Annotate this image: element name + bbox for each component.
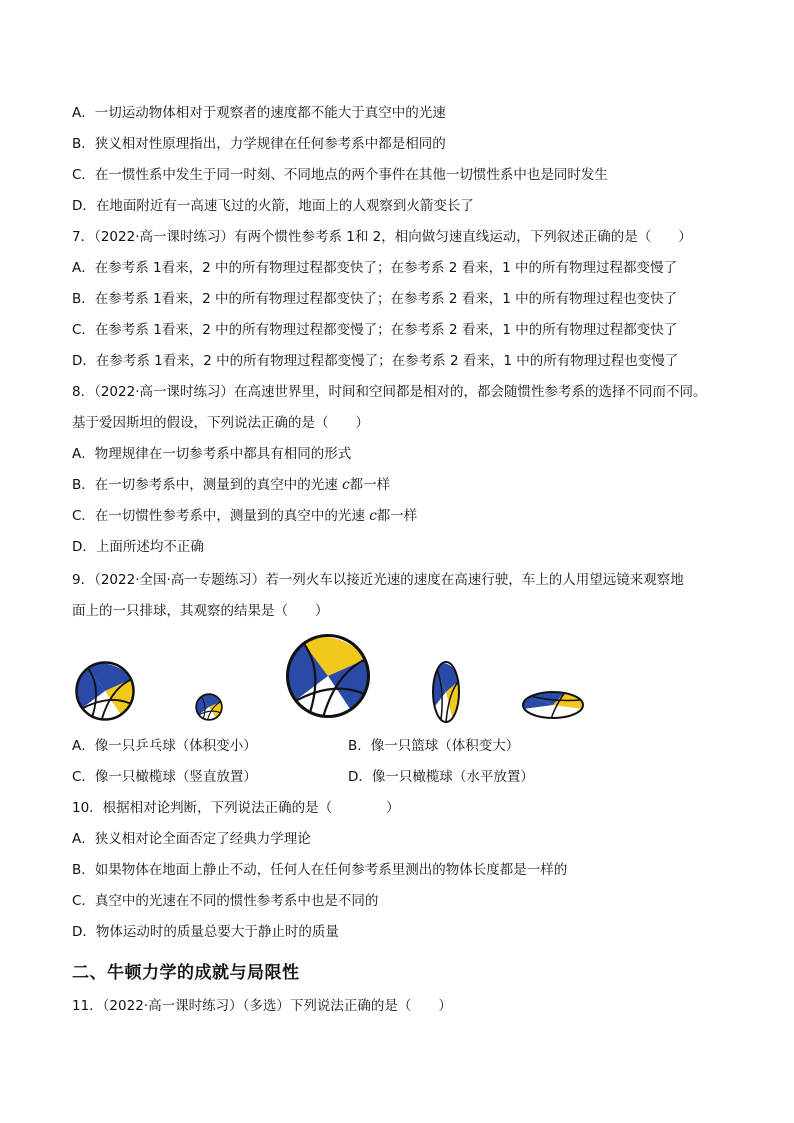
q7-option-c: C．在参考系 1看来，2 中的所有物理过程都变慢了；在参考系 2 看来，1 中的所有物理过程都变快了 — [72, 322, 678, 338]
q10-option-a: A．狭义相对论全面否定了经典力学理论 — [72, 831, 311, 847]
q8-option-c-pre: C．在一切惯性参考系中，测量到的真空中的光速 — [72, 508, 370, 524]
q7-option-a: A．在参考系 1看来，2 中的所有物理过程都变快了；在参考系 2 看来，1 中的所有物理过程都变慢了 — [72, 260, 678, 276]
volleyball-small-image — [195, 693, 223, 721]
q9-option-b: B．像一只篮球（体积变大） — [348, 738, 520, 754]
q7-option-d: D．在参考系 1看来，2 中的所有物理过程都变慢了；在参考系 2 看来，1 中的所有物理过程也变慢了 — [72, 353, 679, 369]
q10-option-c: C．真空中的光速在不同的惯性参考系中也是不同的 — [72, 893, 379, 909]
q10-stem: 10．根据相对论判断，下列说法正确的是（ ） — [72, 800, 400, 816]
q9-option-c: C．像一只橄榄球（竖直放置） — [72, 769, 257, 785]
q9-option-a: A．像一只乒乓球（体积变小） — [72, 738, 257, 754]
q7-option-b: B．在参考系 1看来，2 中的所有物理过程都变快了；在参考系 2 看来，1 中的所有物理过程也变快了 — [72, 291, 678, 307]
q8-option-b — [72, 476, 390, 494]
q8-option-a: A．物理规律在一切参考系中都具有相同的形式 — [72, 446, 352, 462]
q10-option-b: B．如果物体在地面上静止不动，任何人在任何参考系里测出的物体长度都是一样的 — [72, 862, 568, 878]
q6-option-c: C．在一惯性系中发生于同一时刻、不同地点的两个事件在其他一切惯性系中也是同时发生 — [72, 167, 608, 183]
q6-option-d: D．在地面附近有一高速飞过的火箭，地面上的人观察到火箭变长了 — [72, 198, 474, 214]
q8-option-c — [72, 507, 417, 525]
q9-stem-line1: 9．（2022·全国·高一专题练习）若一列火车以接近光速的速度在高速行驶，车上的人用望远镜来观察地 — [72, 572, 684, 588]
q9-stem-line2: 面上的一只排球，其观察的结果是（ ） — [72, 603, 329, 619]
q8-option-b-post: 都一样 — [349, 477, 391, 493]
q9-option-d: D．像一只橄榄球（水平放置） — [348, 769, 534, 785]
q8-option-b-pre: B．在一切参考系中，测量到的真空中的光速 — [72, 477, 343, 493]
section-heading: 二、牛顿力学的成就与局限性 — [72, 963, 300, 983]
q10-option-d: D．物体运动时的质量总要大于静止时的质量 — [72, 924, 339, 940]
volleyball-vertical-ellipse-image — [431, 660, 461, 724]
q8-option-d: D．上面所述均不正确 — [72, 539, 204, 555]
q6-option-b: B．狭义相对性原理指出，力学规律在任何参考系中都是相同的 — [72, 136, 446, 152]
volleyball-large-image — [284, 632, 372, 720]
q8-option-b-var: c — [342, 477, 350, 493]
volleyball-horizontal-ellipse-image — [521, 689, 585, 721]
volleyball-normal-image — [74, 660, 136, 722]
q7-stem: 7．（2022·高一课时练习）有两个惯性参考系 1和 2，相向做匀速直线运动，下列叙述正确的是（ ） — [72, 229, 692, 245]
q8-stem-line2: 基于爱因斯坦的假设，下列说法正确的是（ ） — [72, 415, 369, 431]
q8-option-c-var: c — [369, 508, 377, 524]
q11-stem: 11．（2022·高一课时练习）（多选）下列说法正确的是（ ） — [72, 998, 452, 1014]
q8-stem-line1: 8．（2022·高一课时练习）在高速世界里，时间和空间都是相对的，都会随惯性参考系的选择不同而不同。 — [72, 384, 707, 400]
q8-option-c-post: 都一样 — [376, 508, 418, 524]
q6-option-a: A．一切运动物体相对于观察者的速度都不能大于真空中的光速 — [72, 105, 446, 121]
